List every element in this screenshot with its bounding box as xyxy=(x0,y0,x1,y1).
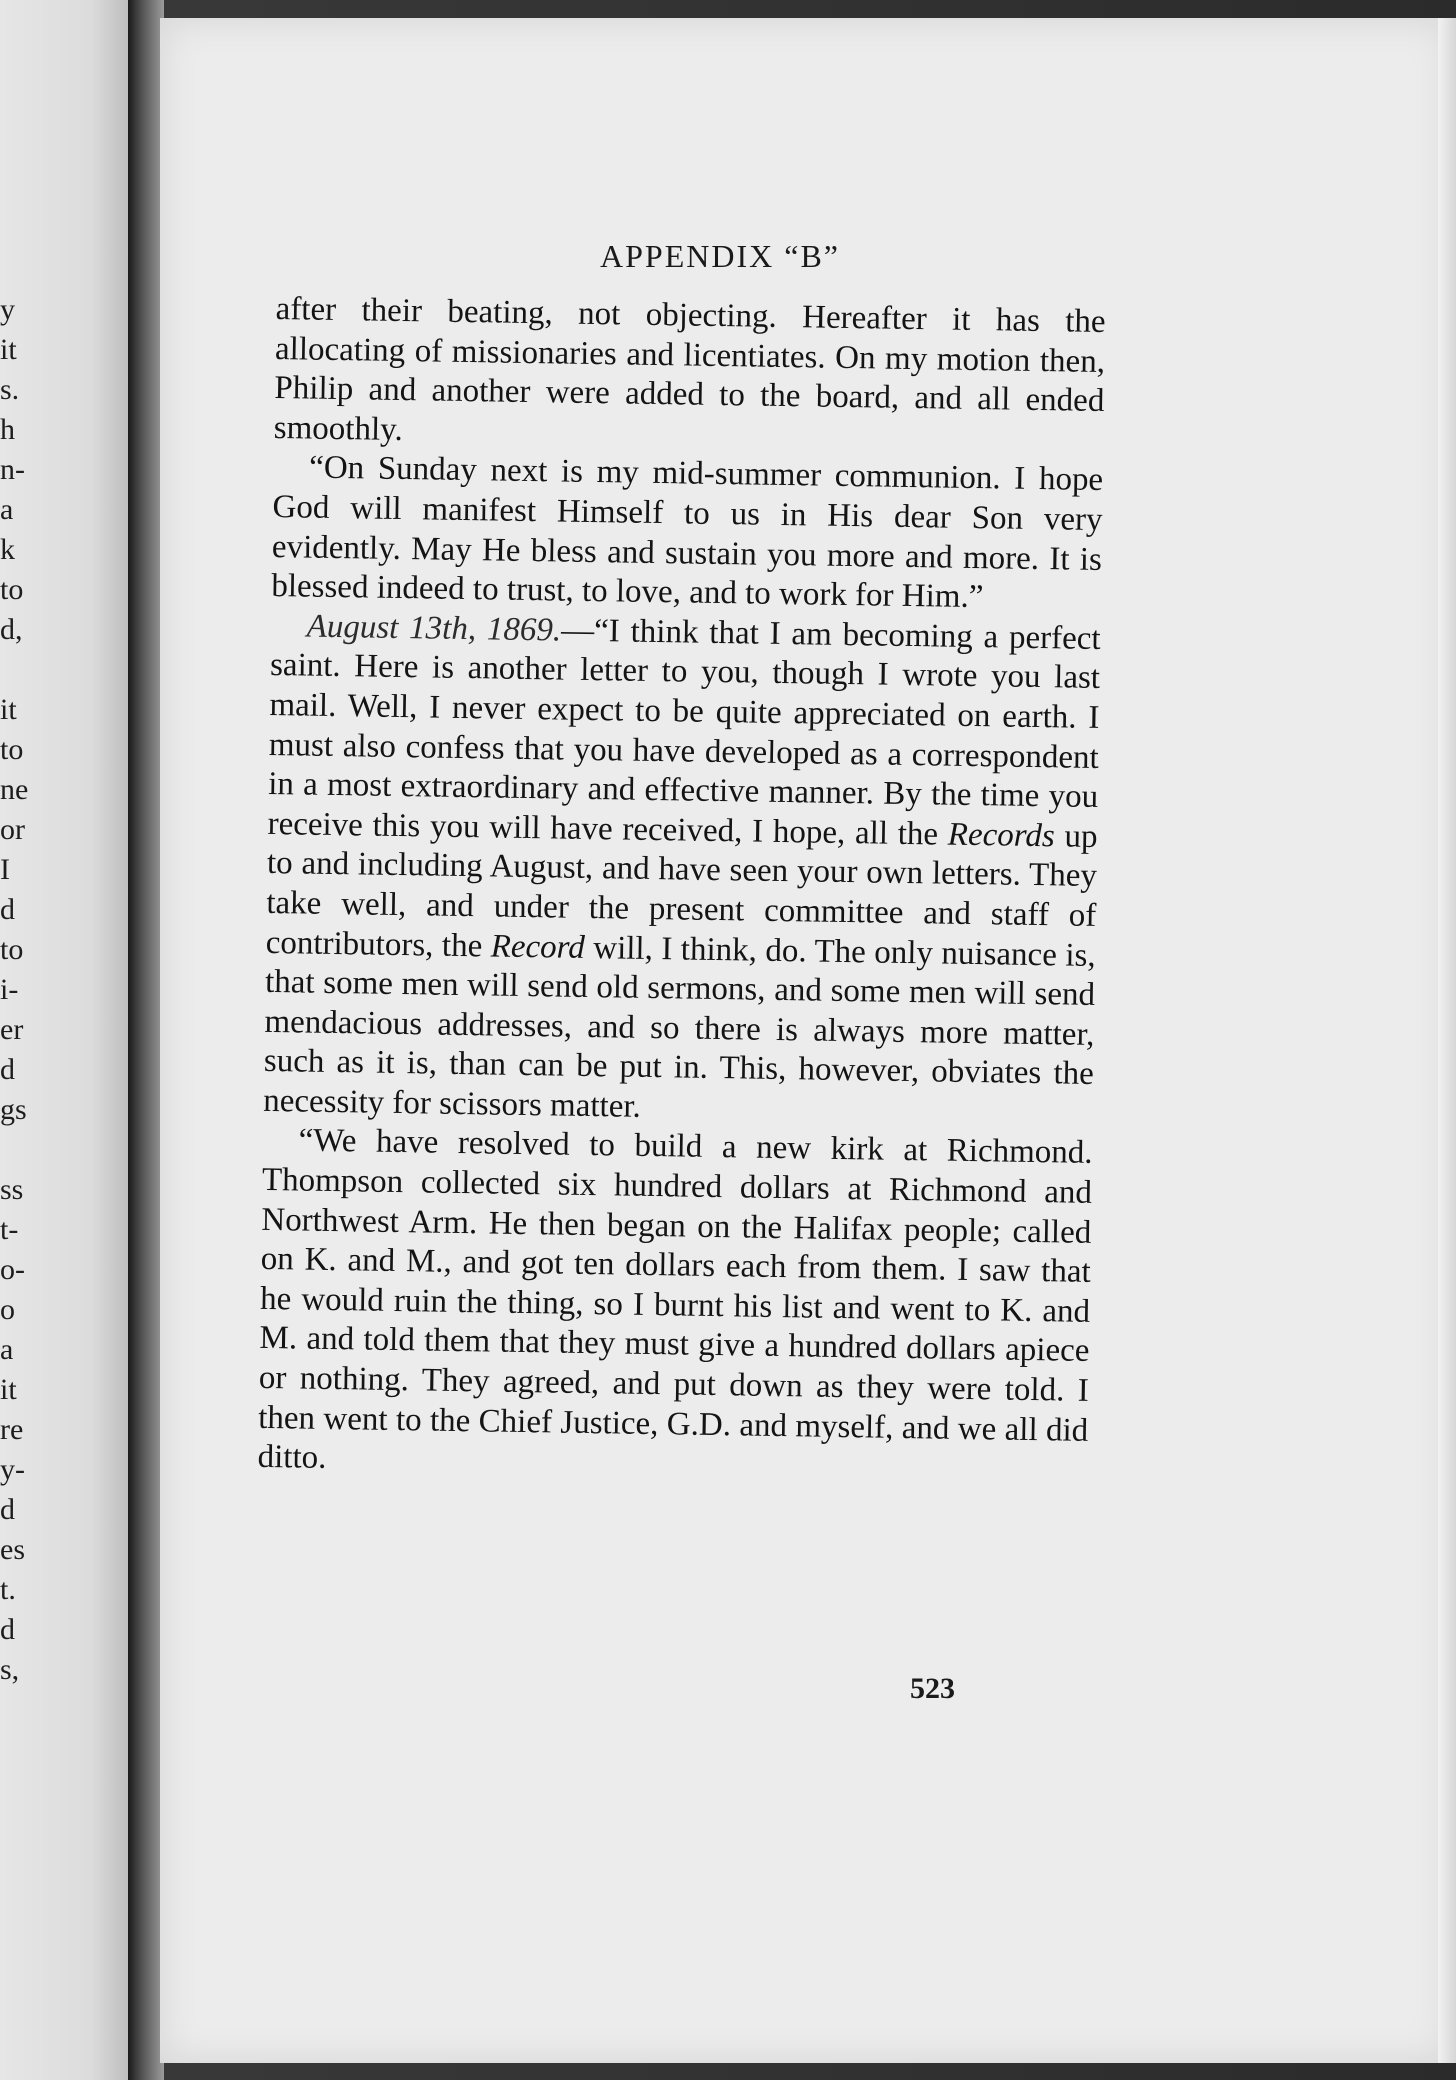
line-fragment: s. xyxy=(0,373,20,406)
previous-page-line-endings xyxy=(0,290,29,1690)
book-gutter xyxy=(128,0,164,2080)
line-fragment: n- xyxy=(0,453,25,486)
line-fragment: d xyxy=(0,1493,15,1526)
line-fragment: d xyxy=(0,1053,15,1086)
line-fragment: a xyxy=(0,1333,14,1366)
text-run: will, I think, do. The only nuisance is, that some men will send old sermons, and some men will send mendacious addresses, and so there is always more matter, such as it is, than can be put in. This, however, obviates the necessity for scissors matter. xyxy=(262,929,1096,1125)
running-head: APPENDIX “B” xyxy=(600,238,840,274)
paragraph xyxy=(263,607,1101,1135)
line-fragment: k xyxy=(0,533,15,566)
line-fragment: t. xyxy=(0,1573,16,1606)
line-fragment: y xyxy=(0,293,15,326)
line-fragment: d xyxy=(0,893,15,926)
line-fragment: it xyxy=(0,333,17,366)
line-fragment xyxy=(0,1130,22,1170)
line-fragment: gs xyxy=(0,1093,27,1126)
line-fragment: h xyxy=(0,413,15,446)
line-fragment: o- xyxy=(0,1253,25,1286)
line-fragment: I xyxy=(0,853,10,886)
line-fragment: a xyxy=(0,493,14,526)
page-edge xyxy=(1438,18,1456,2063)
publication-title: Records xyxy=(947,816,1056,855)
page-number: 523 xyxy=(910,1672,955,1705)
line-fragment xyxy=(0,650,22,690)
text-run: up to and including August, and have seen your own letters. They take well, and under the present committee and staff of contributors, the xyxy=(265,818,1098,964)
line-fragment: or xyxy=(0,813,25,846)
publication-title: Record xyxy=(490,927,586,966)
line-fragment: i- xyxy=(0,973,19,1006)
text-run: “I think that I am becoming a perfect saint. Here is another letter to you, though I wrote you last mail. Well, I never expect to be quite appreciated on earth. I must also confess that you have developed as a correspondent in a most extraordinary and effective manner. By the time you receive this you will have received, I hope, all the xyxy=(267,612,1101,853)
line-fragment: ss xyxy=(0,1173,24,1206)
line-fragment: it xyxy=(0,1373,17,1406)
line-fragment: d xyxy=(0,1613,15,1646)
paragraph: “On Sunday next is my mid-summer communion. I hope God will manifest Himself to us in His dear Son very evidently. May He bless and sustain you more and more. It is blessed indeed to trust, to love, and to work for Him.” xyxy=(271,449,1104,616)
line-fragment: y- xyxy=(0,1453,25,1486)
previous-page-strip xyxy=(0,0,130,2080)
line-fragment: er xyxy=(0,1013,24,1046)
line-fragment: d, xyxy=(0,613,23,646)
line-fragment: to xyxy=(0,933,24,966)
line-fragment: ne xyxy=(0,773,29,806)
line-fragment: to xyxy=(0,573,24,606)
line-fragment: s, xyxy=(0,1653,20,1686)
line-fragment: it xyxy=(0,693,17,726)
line-fragment: to xyxy=(0,733,24,766)
dash: — xyxy=(560,612,595,649)
body-text xyxy=(257,290,1106,1491)
paragraph: after their beating, not objecting. Hereafter it has the allocating of missionaries and licentiates. On my motion then, Philip and another were added to the board, and all ended smoothly. xyxy=(273,290,1106,448)
line-fragment: re xyxy=(0,1413,24,1446)
letter-date: August 13th, 1869. xyxy=(306,608,562,649)
line-fragment: o xyxy=(0,1293,15,1326)
line-fragment: t- xyxy=(0,1213,19,1246)
line-fragment: es xyxy=(0,1533,25,1566)
paragraph: “We have resolved to build a new kirk at Richmond. Thompson collected six hundred dollars at Richmond and Northwest Arm. He then began on the Halifax people; called on K. and M., and got ten dollars each from them. I saw that he would ruin the thing, so I burnt his list and went to K. and M. and told them that they must give a hundred dollars apiece or nothing. They agreed, and put down as they were told. I then went to the Chief Justice, G.D. and myself, and we all did ditto. xyxy=(257,1122,1093,1477)
